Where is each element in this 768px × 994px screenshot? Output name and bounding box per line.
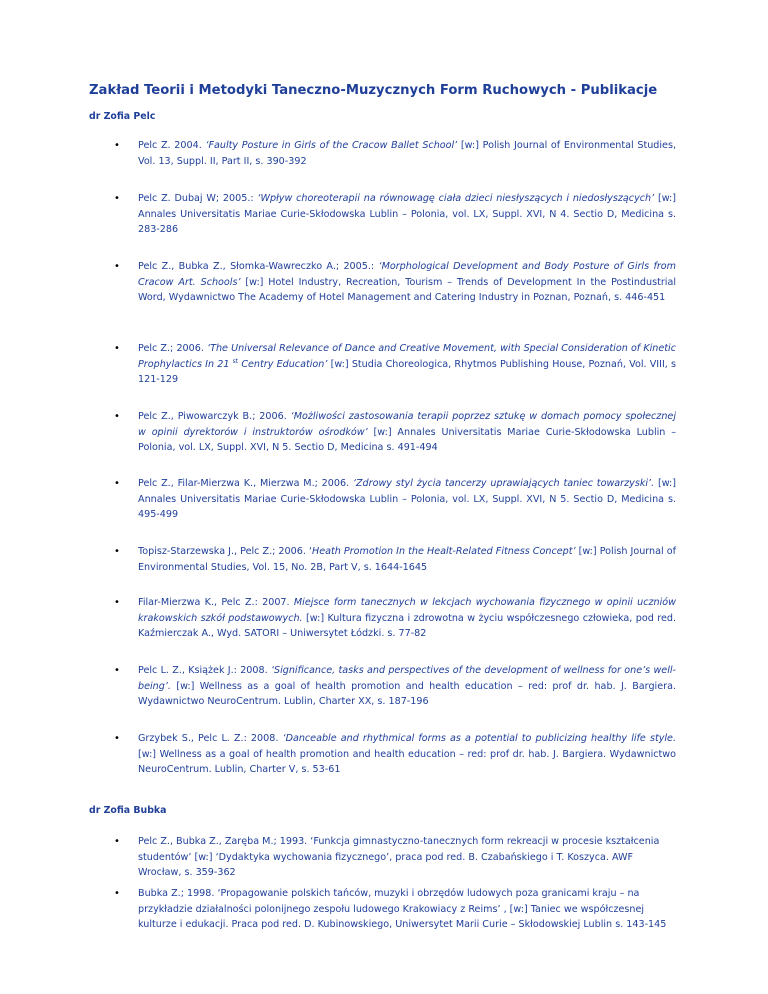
publication-entry: Pelc Z., Bubka Z., Zaręba M.; 1993. ‘Funkcja gimnastyczno-tanecznych form rekreacji w procesie kształcenia studentów’ [w:] ‘Dydaktyka wychowania fizycznego’, praca pod red. B. Czabańskiego i T. Koszyca. AWF Wrocław, s. 359-362 — [138, 836, 660, 879]
publication-entry: Pelc Z., Bubka Z., Słomka-Wawreczko A.; 2005.: ‘Morphological Development and Body Posture of Girls from Cracow Art. Schools’ [w:] Hotel Industry, Recreation, Tourism – Trends of Development In the Postindustrial Word, Wydawnictwo The Academy of Hotel Management and Catering Industry in Poznan, Poznań, s. 446-451 — [138, 261, 677, 304]
bullet-icon: • — [114, 478, 120, 489]
bullet-icon: • — [114, 665, 120, 676]
bullet-icon: • — [114, 597, 120, 608]
bullet-icon: • — [114, 343, 120, 354]
publication-entry: Pelc Z. 2004. ‘Faulty Posture in Girls of the Cracow Ballet School’ [w:] Polish Journal of Environmental Studies, Vol. 13, Suppl. II, Part II, s. 390-392 — [138, 140, 676, 167]
page-title: Zakład Teorii i Metodyki Taneczno-Muzycznych Form Ruchowych - Publikacje — [89, 83, 658, 98]
publication-entry: Pelc L. Z., Książek J.: 2008. ‘Significance, tasks and perspectives of the development of wellness for one’s well-being’. [w:] Wellness as a goal of health promotion and health education – red: prof dr. hab. J. Bargiera. Wydawnictwo NeuroCentrum. Lublin, Charter XX, s. 187-196 — [138, 665, 676, 708]
bullet-icon: • — [114, 193, 120, 204]
publication-entry: Topisz-Starzewska J., Pelc Z.; 2006. ‘Heath Promotion In the Healt-Related Fitness Concept’ [w:] Polish Journal of Environmental Studies, Vol. 15, No. 2B, Part V, s. 1644-1645 — [138, 546, 677, 573]
publication-entry: Filar-Mierzwa K., Pelc Z.: 2007. Miejsce form tanecznych w lekcjach wychowania fizycznego w opinii uczniów krakowskich szkół podstawowych. [w:] Kultura fizyczna i zdrowotna w życiu współczesnego człowieka, pod red. Kaźmierczak A., Wyd. SATORI – Uniwersytet Łódzki. s. 77-82 — [138, 597, 676, 640]
publication-entry: Pelc Z., Filar-Mierzwa K., Mierzwa M.; 2006. ‘Zdrowy styl życia tancerzy uprawiających taniec towarzyski’. [w:] Annales Universitatis Mariae Curie-Skłodowska Lublin – Polonia, vol. LX, Suppl. XVI, N 5. Sectio D, Medicina s. 495-499 — [138, 478, 677, 521]
publication-entry: Pelc Z. Dubaj W; 2005.: ‘Wpływ choreoterapii na równowagę ciała dzieci niesłyszących i niedosłyszących’ [w:] Annales Universitatis Mariae Curie-Skłodowska Lublin – Polonia, vol. LX, Suppl. XVI, N 4. Sectio D, Medicina s. 283-286 — [138, 193, 677, 236]
bullet-icon: • — [114, 733, 120, 744]
author-heading-bubka: dr Zofia Bubka — [89, 805, 167, 816]
bullet-icon: • — [114, 546, 120, 557]
publication-entry: Bubka Z.; 1998. ‘Propagowanie polskich tańców, muzyki i obrzędów ludowych poza granicami kraju – na przykładzie działalności polonijnego zespołu ludowego Krakowiacy z Reims’ , [w:] Taniec we współczesnej kulturze i edukacji. Praca pod red. D. Kubinowskiego, Uniwersytet Marii Curie – Skłodowskiej Lublin s. 143-145 — [138, 888, 667, 931]
publication-entry: Grzybek S., Pelc L. Z.: 2008. ‘Danceable and rhythmical forms as a potential to publicizing healthy life style. [w:] Wellness as a goal of health promotion and health education – red: prof dr. hab. J. Bargiera. Wydawnictwo NeuroCentrum. Lublin, Charter V, s. 53-61 — [138, 733, 676, 776]
publication-entry: Pelc Z.; 2006. ‘The Universal Relevance of Dance and Creative Movement, with Special Consideration of Kinetic Prophylactics In 21 $^{st}$ Centry Education’ [w:] Studia Choreologica, Rhytmos Publishing House, Poznań, Vol. VIII, s 121-129 — [138, 343, 677, 386]
bullet-icon: • — [114, 140, 120, 151]
publication-entry: Pelc Z., Piwowarczyk B.; 2006. ‘Możliwości zastosowania terapii poprzez sztukę w domach pomocy społecznej w opinii dyrektorów i instruktorów ośrodków’ [w:] Annales Universitatis Mariae Curie-Skłodowska Lublin – Polonia, vol. LX, Suppl. XVI, N 5. Sectio D, Medicina s. 491-494 — [138, 411, 676, 454]
bullet-icon: • — [114, 888, 120, 899]
bullet-icon: • — [114, 411, 120, 422]
author-heading-pelc: dr Zofia Pelc — [89, 111, 156, 122]
bullet-icon: • — [114, 261, 120, 272]
bullet-icon: • — [114, 836, 120, 847]
